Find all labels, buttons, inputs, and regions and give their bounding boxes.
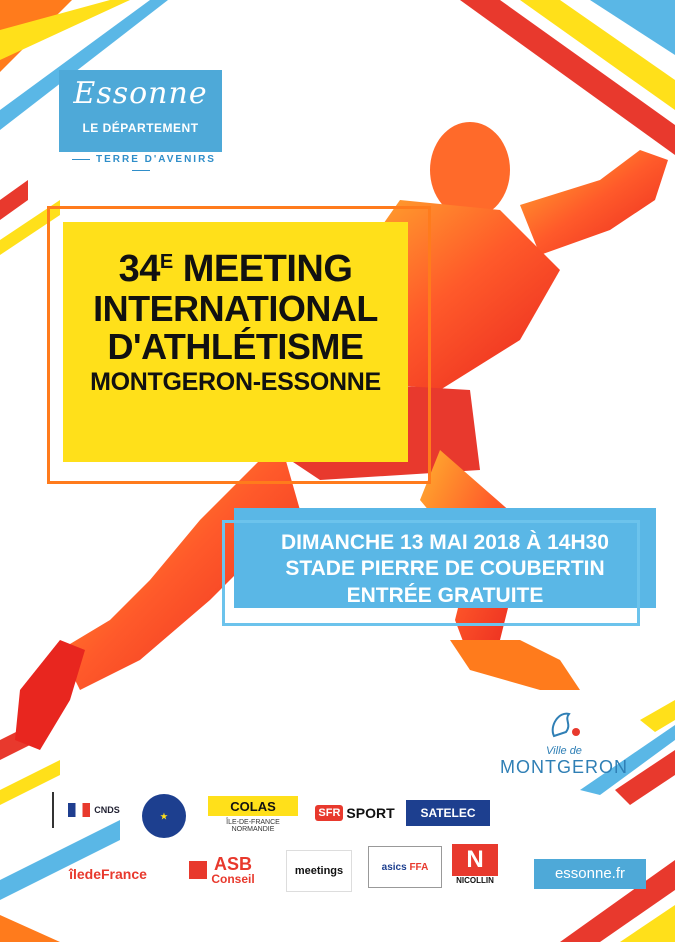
french-flag-icon	[68, 803, 90, 817]
nicollin-n: N	[452, 844, 498, 876]
event-entry: ENTRÉE GRATUITE	[346, 583, 544, 607]
event-date: DIMANCHE 13 MAI 2018 À 14H30	[281, 531, 609, 554]
essonne-logo	[59, 70, 222, 152]
nicollin-label: NICOLLIN	[456, 876, 494, 885]
ffa-label: FFA	[409, 861, 429, 873]
asics-ffa-logo	[368, 846, 442, 888]
asb-sub: Conseil	[211, 872, 255, 886]
ville-prefix: Ville de	[546, 745, 582, 757]
title-meeting-word: MEETING	[182, 248, 353, 290]
iledefrance-label: îledeFrance	[69, 866, 147, 882]
asb-label: ASB	[213, 854, 252, 874]
asb-square-icon	[189, 861, 207, 879]
sfr-label: SFR	[315, 805, 343, 821]
cnds-logo	[52, 792, 134, 828]
montgeron-emblem-icon	[544, 706, 584, 740]
title-line-3: D'ATHLÉTISME	[107, 325, 364, 367]
colas-sub: ÎLE-DE-FRANCE NORMANDIE	[226, 819, 280, 833]
ville-montgeron-logo	[500, 706, 628, 778]
sfr-sport-logo	[316, 800, 394, 826]
nicollin-logo	[452, 844, 498, 890]
website-link[interactable]: essonne.fr	[534, 859, 646, 889]
circuit-meetings-logo	[286, 850, 352, 892]
edition-number: 34	[118, 248, 160, 290]
meetings-label: meetings	[294, 865, 344, 877]
essonne-logo-subtitle: LE DÉPARTEMENT	[82, 121, 199, 135]
ville-name: MONTGERON	[500, 757, 628, 777]
iledefrance-logo	[52, 862, 164, 886]
title-line-4: MONTGERON-ESSONNE	[90, 368, 381, 397]
satelec-logo	[406, 800, 490, 826]
edition-suffix: E	[159, 251, 173, 273]
colas-label: COLAS	[208, 796, 298, 816]
colas-logo	[208, 796, 298, 833]
title-line-1	[63, 250, 408, 290]
essonne-tagline: TERRE D'AVENIRS	[54, 154, 228, 176]
essonne-logo-script: Essonne	[73, 76, 208, 111]
satelec-label: SATELEC	[420, 806, 476, 820]
es-montgeron-athletisme-logo	[142, 794, 186, 838]
cnds-label: CNDS	[94, 805, 120, 815]
event-title	[63, 250, 408, 396]
event-details	[234, 530, 656, 609]
asb-conseil-logo	[180, 850, 264, 890]
runner-badge-icon: ★	[160, 811, 168, 821]
event-venue: STADE PIERRE DE COUBERTIN	[285, 557, 605, 581]
title-line-2: INTERNATIONAL	[93, 287, 378, 329]
asics-label: asics	[381, 861, 407, 873]
sfr-sport-label: SPORT	[346, 805, 395, 821]
